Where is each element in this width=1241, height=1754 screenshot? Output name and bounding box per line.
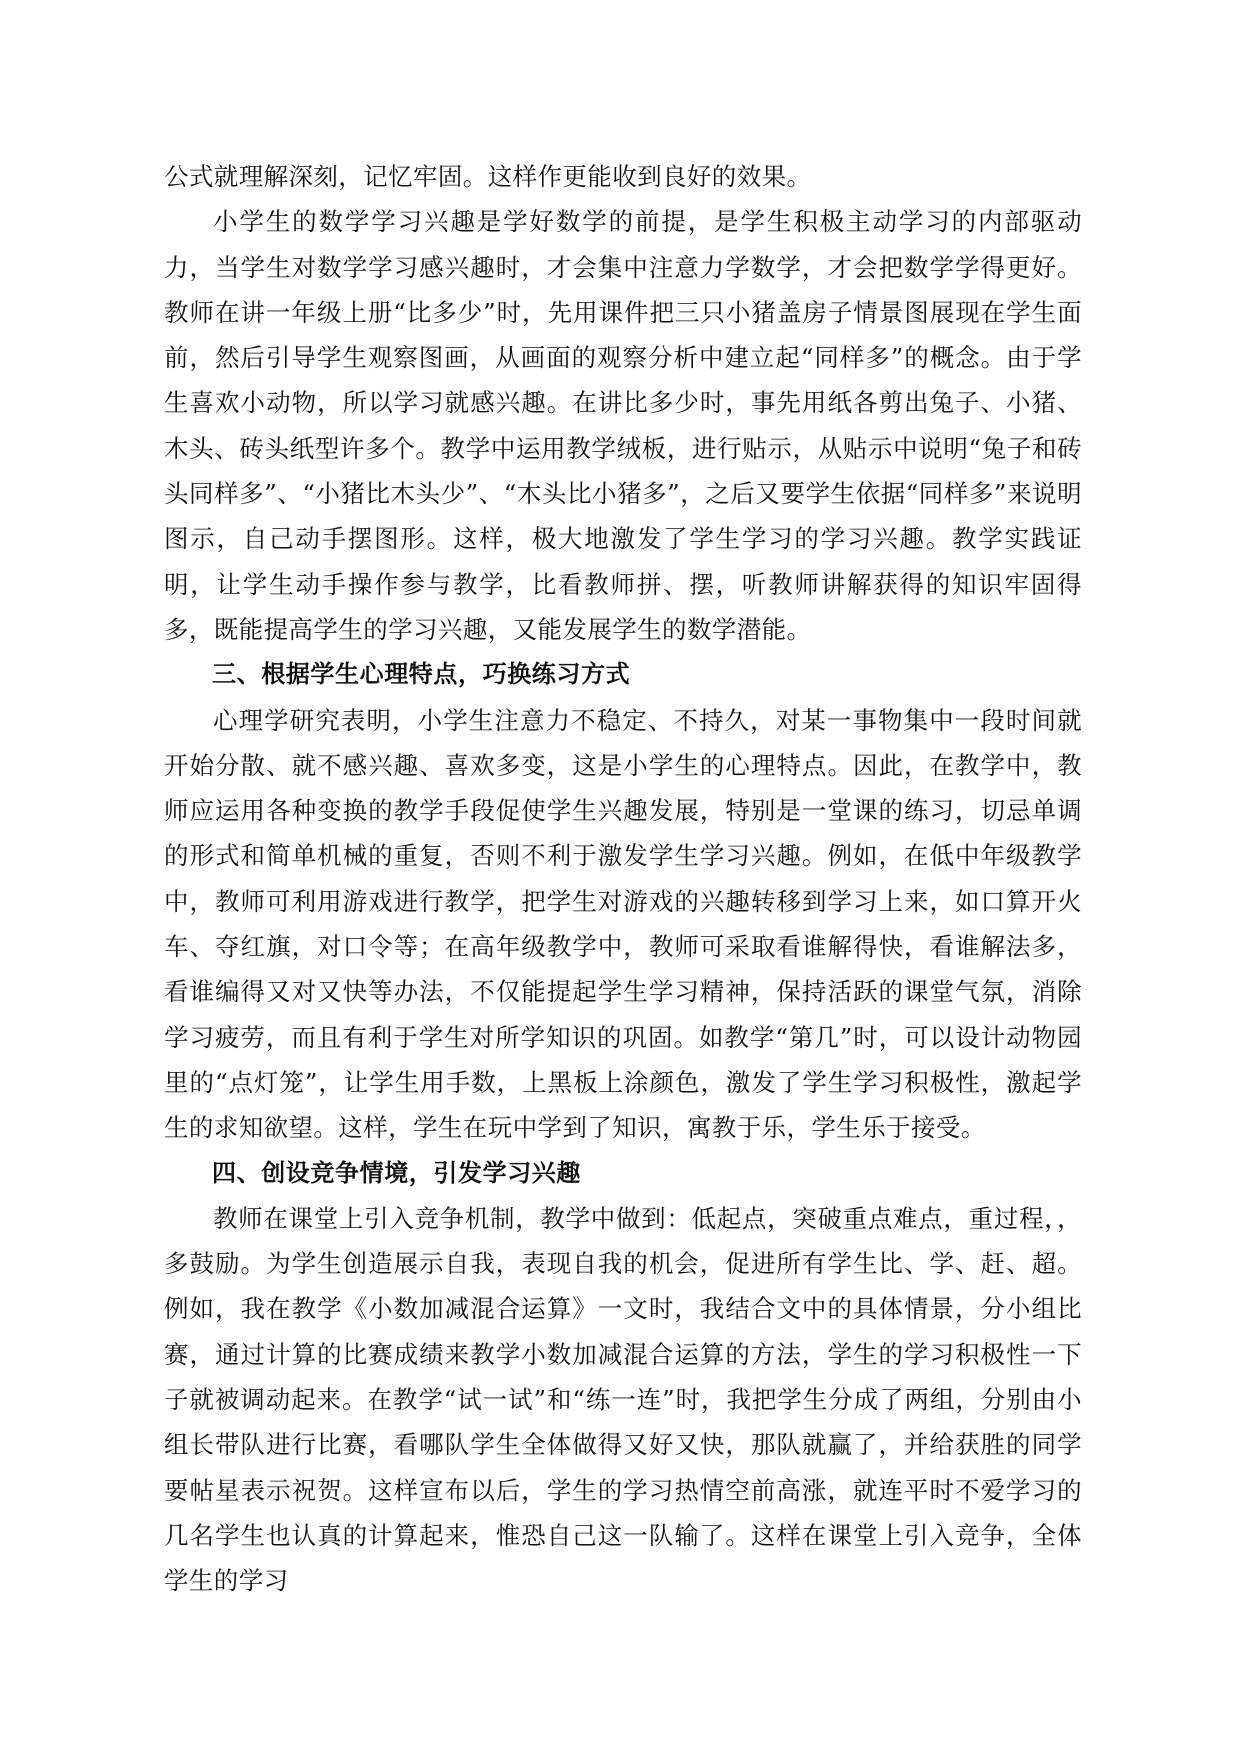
section-heading-4: 四、创设竞争情境，引发学习兴趣: [212, 1158, 581, 1187]
section-heading-3: 三、根据学生心理特点，巧换练习方式: [212, 660, 631, 689]
paragraph-learning-interest: 小学生的数学学习兴趣是学好数学的前提，是学生积极主动学习的内部驱动力，当学生对数学学习感兴趣时，才会集中注意力学数学，才会把数学学得更好。教师在讲一年级上册“比多少”时，先用课件把三只小猪盖房子情景图展现在学生面前，然后引导学生观察图画，从画面的观察分析中建立起“同样多”的概念。由于学生喜欢小动物，所以学习就感兴趣。在讲比多少时，事先用纸各剪出兔子、小猪、木头、砖头纸型许多个。教学中运用教学绒板，进行贴示，从贴示中说明“兔子和砖头同样多”、“小猪比木头少”、“木头比小猪多”，之后又要学生依据“同样多”来说明图示，自己动手摆图形。这样，极大地激发了学生学习的学习兴趣。教学实践证明，让学生动手操作参与教学，比看教师拼、摆，听教师讲解获得的知识牢固得多，既能提高学生的学习兴趣，又能发展学生的数学潜能。: [164, 207, 1082, 644]
document-page: [164, 154, 1082, 1604]
paragraph-psychology: 心理学研究表明，小学生注意力不稳定、不持久，对某一事物集中一段时间就开始分散、就不感兴趣、喜欢多变，这是小学生的心理特点。因此，在教学中，教师应运用各种变换的教学手段促使学生兴趣发展，特别是一堂课的练习，切忌单调的形式和简单机械的重复，否则不利于激发学生学习兴趣。例如，在低中年级教学中，教师可利用游戏进行教学，把学生对游戏的兴趣转移到学习上来，如口算开火车、夺红旗，对口令等；在高年级教学中，教师可采取看谁解得快，看谁解法多，看谁编得又对又快等办法，不仅能提起学生学习精神，保持活跃的课堂气氛，消除学习疲劳，而且有利于学生对所学知识的巩固。如教学“第几”时，可以设计动物园里的“点灯笼”，让学生用手数，上黑板上涂颜色，激发了学生学习积极性，激起学生的求知欲望。这样，学生在玩中学到了知识，寓教于乐，学生乐于接受。: [164, 705, 1082, 1143]
paragraph-continued: 公式就理解深刻，记忆牢固。这样作更能收到良好的效果。: [164, 162, 812, 191]
paragraph-competition: 教师在课堂上引入竞争机制，教学中做到：低起点，突破重点难点，重过程，，多鼓励。为学生创造展示自我，表现自我的机会，促进所有学生比、学、赶、超。例如，我在教学《小数加减混合运算》一文时，我结合文中的具体情景，分小组比赛，通过计算的比赛成绩来教学小数加减混合运算的方法，学生的学习积极性一下子就被调动起来。在教学“试一试”和“练一连”时，我把学生分成了两组，分别由小组长带队进行比赛，看哪队学生全体做得又好又快，那队就赢了，并给获胜的同学要帖星表示祝贺。这样宣布以后，学生的学习热情空前高涨，就连平时不爱学习的几名学生也认真的计算起来，惟恐自己这一队输了。这样在课堂上引入竞争，全体学生的学习: [164, 1203, 1082, 1596]
